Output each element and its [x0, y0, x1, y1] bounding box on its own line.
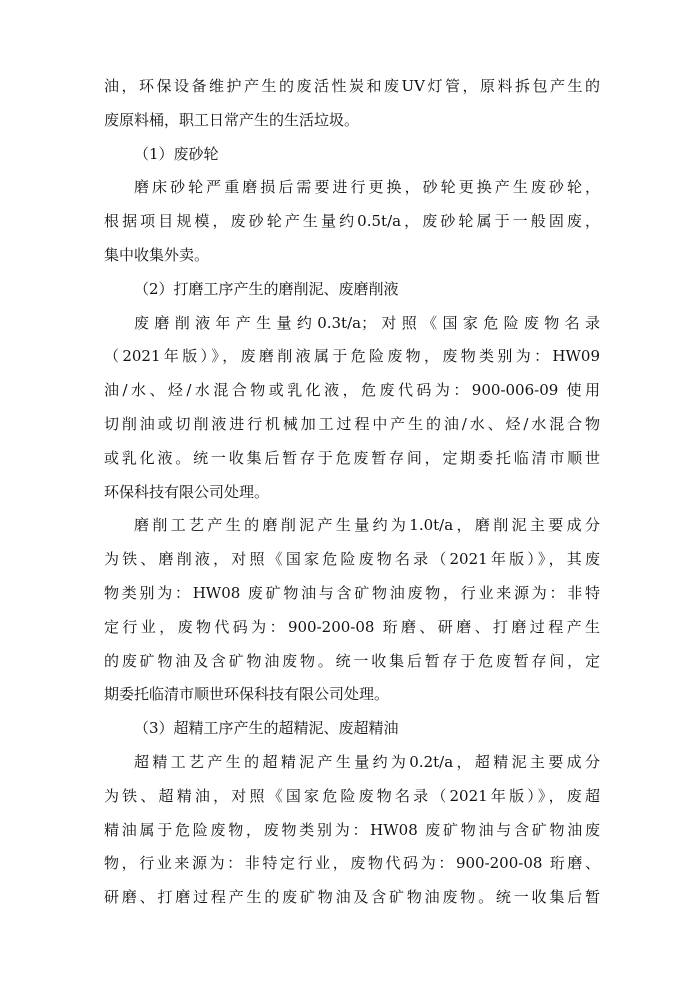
paragraph-line: 根据项目规模，废砂轮产生量约0.5t/a，废砂轮属于一般固废， — [104, 212, 600, 231]
paragraph-line: 为铁、超精油，对照《国家危险废物名录（2021年版）》，废超 — [104, 786, 600, 805]
paragraph-line: 磨床砂轮严重磨损后需要进行更换，砂轮更换产生废砂轮， — [134, 178, 600, 197]
paragraph-line: 期委托临清市顺世环保科技有限公司处理。 — [104, 685, 390, 704]
paragraph-line: 切削油或切削液进行机械加工过程中产生的油/水、烃/水混合物 — [104, 414, 600, 433]
paragraph-line: 超精工艺产生的超精泥产生量约为0.2t/a，超精泥主要成分 — [134, 752, 600, 771]
paragraph-line: 废磨削液年产生量约0.3t/a；对照《国家危险废物名录 — [134, 313, 600, 332]
paragraph-line: 物，行业来源为：非特定行业，废物代码为：900-200-08 珩磨、 — [104, 854, 600, 873]
paragraph-line: 物类别为：HW08 废矿物油与含矿物油废物，行业来源为：非特 — [104, 583, 600, 602]
paragraph-line: （2021年版）》，废磨削液属于危险废物，废物类别为：HW09 — [104, 347, 600, 366]
paragraph-line: 油/水、烃/水混合物或乳化液，危废代码为：900-006-09 使用 — [104, 381, 600, 400]
document-body — [104, 70, 600, 915]
section-heading: （3）超精工序产生的超精泥、废超精油 — [134, 719, 399, 738]
paragraph-line: 或乳化液。统一收集后暂存于危废暂存间，定期委托临清市顺世 — [104, 448, 600, 467]
paragraph-line: 研磨、打磨过程产生的废矿物油及含矿物油废物。统一收集后暂 — [104, 888, 600, 907]
paragraph-line: 定行业，废物代码为：900-200-08 珩磨、研磨、打磨过程产生 — [104, 617, 600, 636]
paragraph-line: 精油属于危险废物，废物类别为：HW08 废矿物油与含矿物油废 — [104, 820, 600, 839]
section-heading: （1）废砂轮 — [134, 144, 219, 163]
paragraph-line: 废原料桶，职工日常产生的生活垃圾。 — [104, 110, 360, 129]
section-heading: （2）打磨工序产生的磨削泥、废磨削液 — [134, 279, 399, 298]
paragraph-line: 的废矿物油及含矿物油废物。统一收集后暂存于危废暂存间，定 — [104, 651, 600, 670]
paragraph-line: 为铁、磨削液，对照《国家危险废物名录（2021年版）》，其废 — [104, 550, 600, 569]
paragraph-line: 油，环保设备维护产生的废活性炭和废UV灯管，原料拆包产生的 — [104, 77, 600, 95]
paragraph-line: 环保科技有限公司处理。 — [104, 482, 270, 501]
paragraph-line: 磨削工艺产生的磨削泥产生量约为1.0t/a，磨削泥主要成分 — [134, 516, 600, 535]
paragraph-line: 集中收集外卖。 — [104, 245, 210, 264]
